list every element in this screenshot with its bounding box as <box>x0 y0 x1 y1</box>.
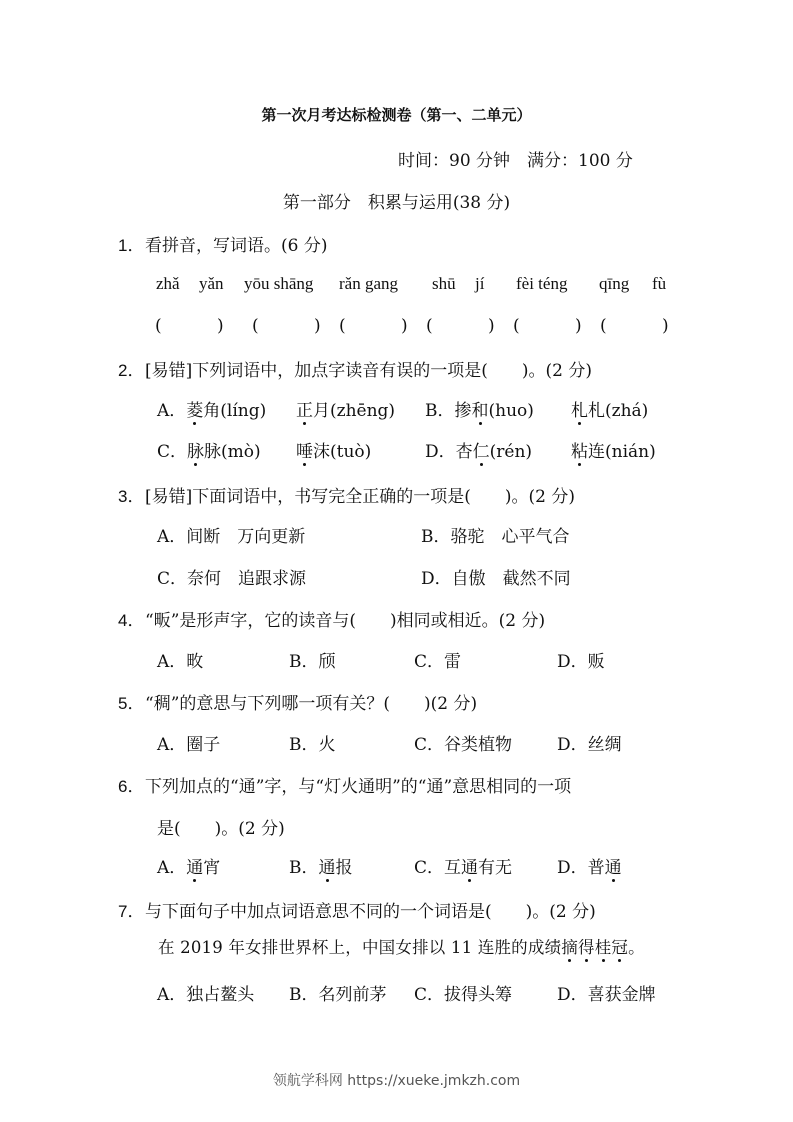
question-text: [易错]下面词语中，书写完全正确的一项是( )。(2 分) <box>145 487 576 507</box>
question-2 <box>118 356 592 381</box>
option-b[interactable]: B．名列前茅 <box>289 985 387 1005</box>
footer-watermark: 领航学科网 https://xueke.jmkzh.com <box>272 1073 521 1089</box>
pinyin-6: jí <box>475 274 485 293</box>
answer-blank-close: ) <box>662 316 669 336</box>
option-a[interactable]: A．圈子 <box>157 735 221 755</box>
dotted-char: 通 <box>186 853 203 878</box>
pinyin-9: fù <box>652 274 667 293</box>
answer-blank-close: ) <box>401 316 408 336</box>
question-5 <box>118 689 477 714</box>
pinyin-7: fèi téng <box>516 274 568 293</box>
question-number: 3． <box>118 487 145 506</box>
pinyin-1: zhǎ <box>156 274 180 293</box>
dotted-char: 脉 <box>187 437 204 462</box>
dotted-char: 粘 <box>571 437 588 462</box>
question-number: 7． <box>118 902 145 921</box>
pinyin-2: yǎn <box>199 274 224 293</box>
question-7 <box>118 897 596 922</box>
question-number: 6． <box>118 777 145 796</box>
option-a[interactable]: A．畋 <box>157 652 204 672</box>
option-c[interactable]: C．拔得头筹 <box>414 985 513 1005</box>
option-c-word-2: 唾沫(tuò) <box>296 437 371 462</box>
option-d[interactable]: D．贩 <box>557 652 605 672</box>
option-a[interactable]: A．独占鳌头 <box>157 985 255 1005</box>
answer-blank-open[interactable]: ( <box>252 316 259 336</box>
dotted-char: 仁 <box>473 437 490 462</box>
dotted-char: 通 <box>605 853 622 878</box>
question-number: 5． <box>118 694 145 713</box>
option-c[interactable]: C．脉脉(mò) <box>157 437 261 462</box>
answer-blank-open[interactable]: ( <box>155 316 162 336</box>
dotted-char: 通 <box>319 853 336 878</box>
option-c[interactable]: C．雷 <box>414 652 462 672</box>
answer-blank-open[interactable]: ( <box>600 316 607 336</box>
answer-blank-close: ) <box>575 316 582 336</box>
exam-title: 第一次月考达标检测卷（第一、二单元） <box>261 106 532 124</box>
option-b[interactable]: B．通报 <box>289 853 353 878</box>
option-c[interactable]: C．奈何 追跟求源 <box>157 569 307 589</box>
pinyin-3: yōu shāng <box>244 274 314 293</box>
option-a-word-2: 正月(zhēng) <box>296 396 395 421</box>
dotted-char: 和 <box>472 396 489 421</box>
question-number: 2． <box>118 361 145 380</box>
dotted-char: 菱 <box>186 396 203 421</box>
answer-blank-open[interactable]: ( <box>339 316 346 336</box>
option-d[interactable]: D．杏仁(rén) <box>425 437 532 462</box>
option-a[interactable]: A．菱角(líng) <box>157 396 266 421</box>
answer-blank-open[interactable]: ( <box>513 316 520 336</box>
option-c[interactable]: C．互通有无 <box>414 853 512 878</box>
question-6-continued: 是( )。(2 分) <box>157 819 285 839</box>
exam-time-info: 时间：90 分钟 满分：100 分 <box>398 151 633 171</box>
pinyin-8: qīng <box>599 274 630 293</box>
dotted-char: 札 <box>571 396 588 421</box>
option-c[interactable]: C．谷类植物 <box>414 735 513 755</box>
option-a[interactable]: A．通宵 <box>157 853 220 878</box>
option-d[interactable]: D．丝绸 <box>557 735 622 755</box>
option-b[interactable]: B．骆驼 心平气合 <box>421 527 570 547</box>
question-3 <box>118 482 575 507</box>
pinyin-4: rǎn gang <box>339 274 399 293</box>
option-d[interactable]: D．自傲 截然不同 <box>421 569 571 589</box>
question-text: 看拼音，写词语。(6 分) <box>145 236 328 256</box>
option-b[interactable]: B．颀 <box>289 652 336 672</box>
dotted-char: 桂 <box>595 934 612 958</box>
question-number: 1． <box>118 236 145 255</box>
question-text: [易错]下列词语中，加点字读音有误的一项是( )。(2 分) <box>145 361 593 381</box>
question-text: 下列加点的“通”字，与“灯火通明”的“通”意思相同的一项 <box>145 777 572 797</box>
dotted-char: 得 <box>578 934 595 958</box>
answer-blank-close: ) <box>314 316 321 336</box>
option-d-word-2: 粘连(nián) <box>571 437 656 462</box>
part-heading: 第一部分 积累与运用(38 分) <box>282 193 511 213</box>
question-6 <box>118 772 571 797</box>
option-d[interactable]: D．普通 <box>557 853 622 878</box>
question-1 <box>118 231 327 256</box>
option-b[interactable]: B．火 <box>289 735 336 755</box>
answer-blank-open[interactable]: ( <box>426 316 433 336</box>
dotted-char: 冠 <box>611 934 628 958</box>
option-a[interactable]: A．间断 万向更新 <box>157 527 306 547</box>
question-number: 4． <box>118 611 145 630</box>
question-text: “稠”的意思与下列哪一项有关？( )(2 分) <box>145 694 478 714</box>
pinyin-5: shū <box>432 274 456 293</box>
dotted-char: 摘 <box>561 934 578 958</box>
dotted-char: 通 <box>461 853 478 878</box>
question-text: “畈”是形声字，它的读音与( )相同或相近。(2 分) <box>145 611 546 631</box>
option-b-word-2: 札札(zhá) <box>571 396 648 421</box>
option-b[interactable]: B．掺和(huo) <box>425 396 534 421</box>
option-d[interactable]: D．喜获金牌 <box>557 985 656 1005</box>
example-sentence: 在 2019 年女排世界杯上，中国女排以 11 连胜的成绩摘得桂冠。 <box>158 934 645 958</box>
answer-blank-close: ) <box>488 316 495 336</box>
question-4 <box>118 606 545 631</box>
answer-blank-close: ) <box>217 316 224 336</box>
dotted-char: 正 <box>296 396 313 421</box>
dotted-char: 唾 <box>296 437 313 462</box>
question-text: 与下面句子中加点词语意思不同的一个词语是( )。(2 分) <box>145 902 596 922</box>
